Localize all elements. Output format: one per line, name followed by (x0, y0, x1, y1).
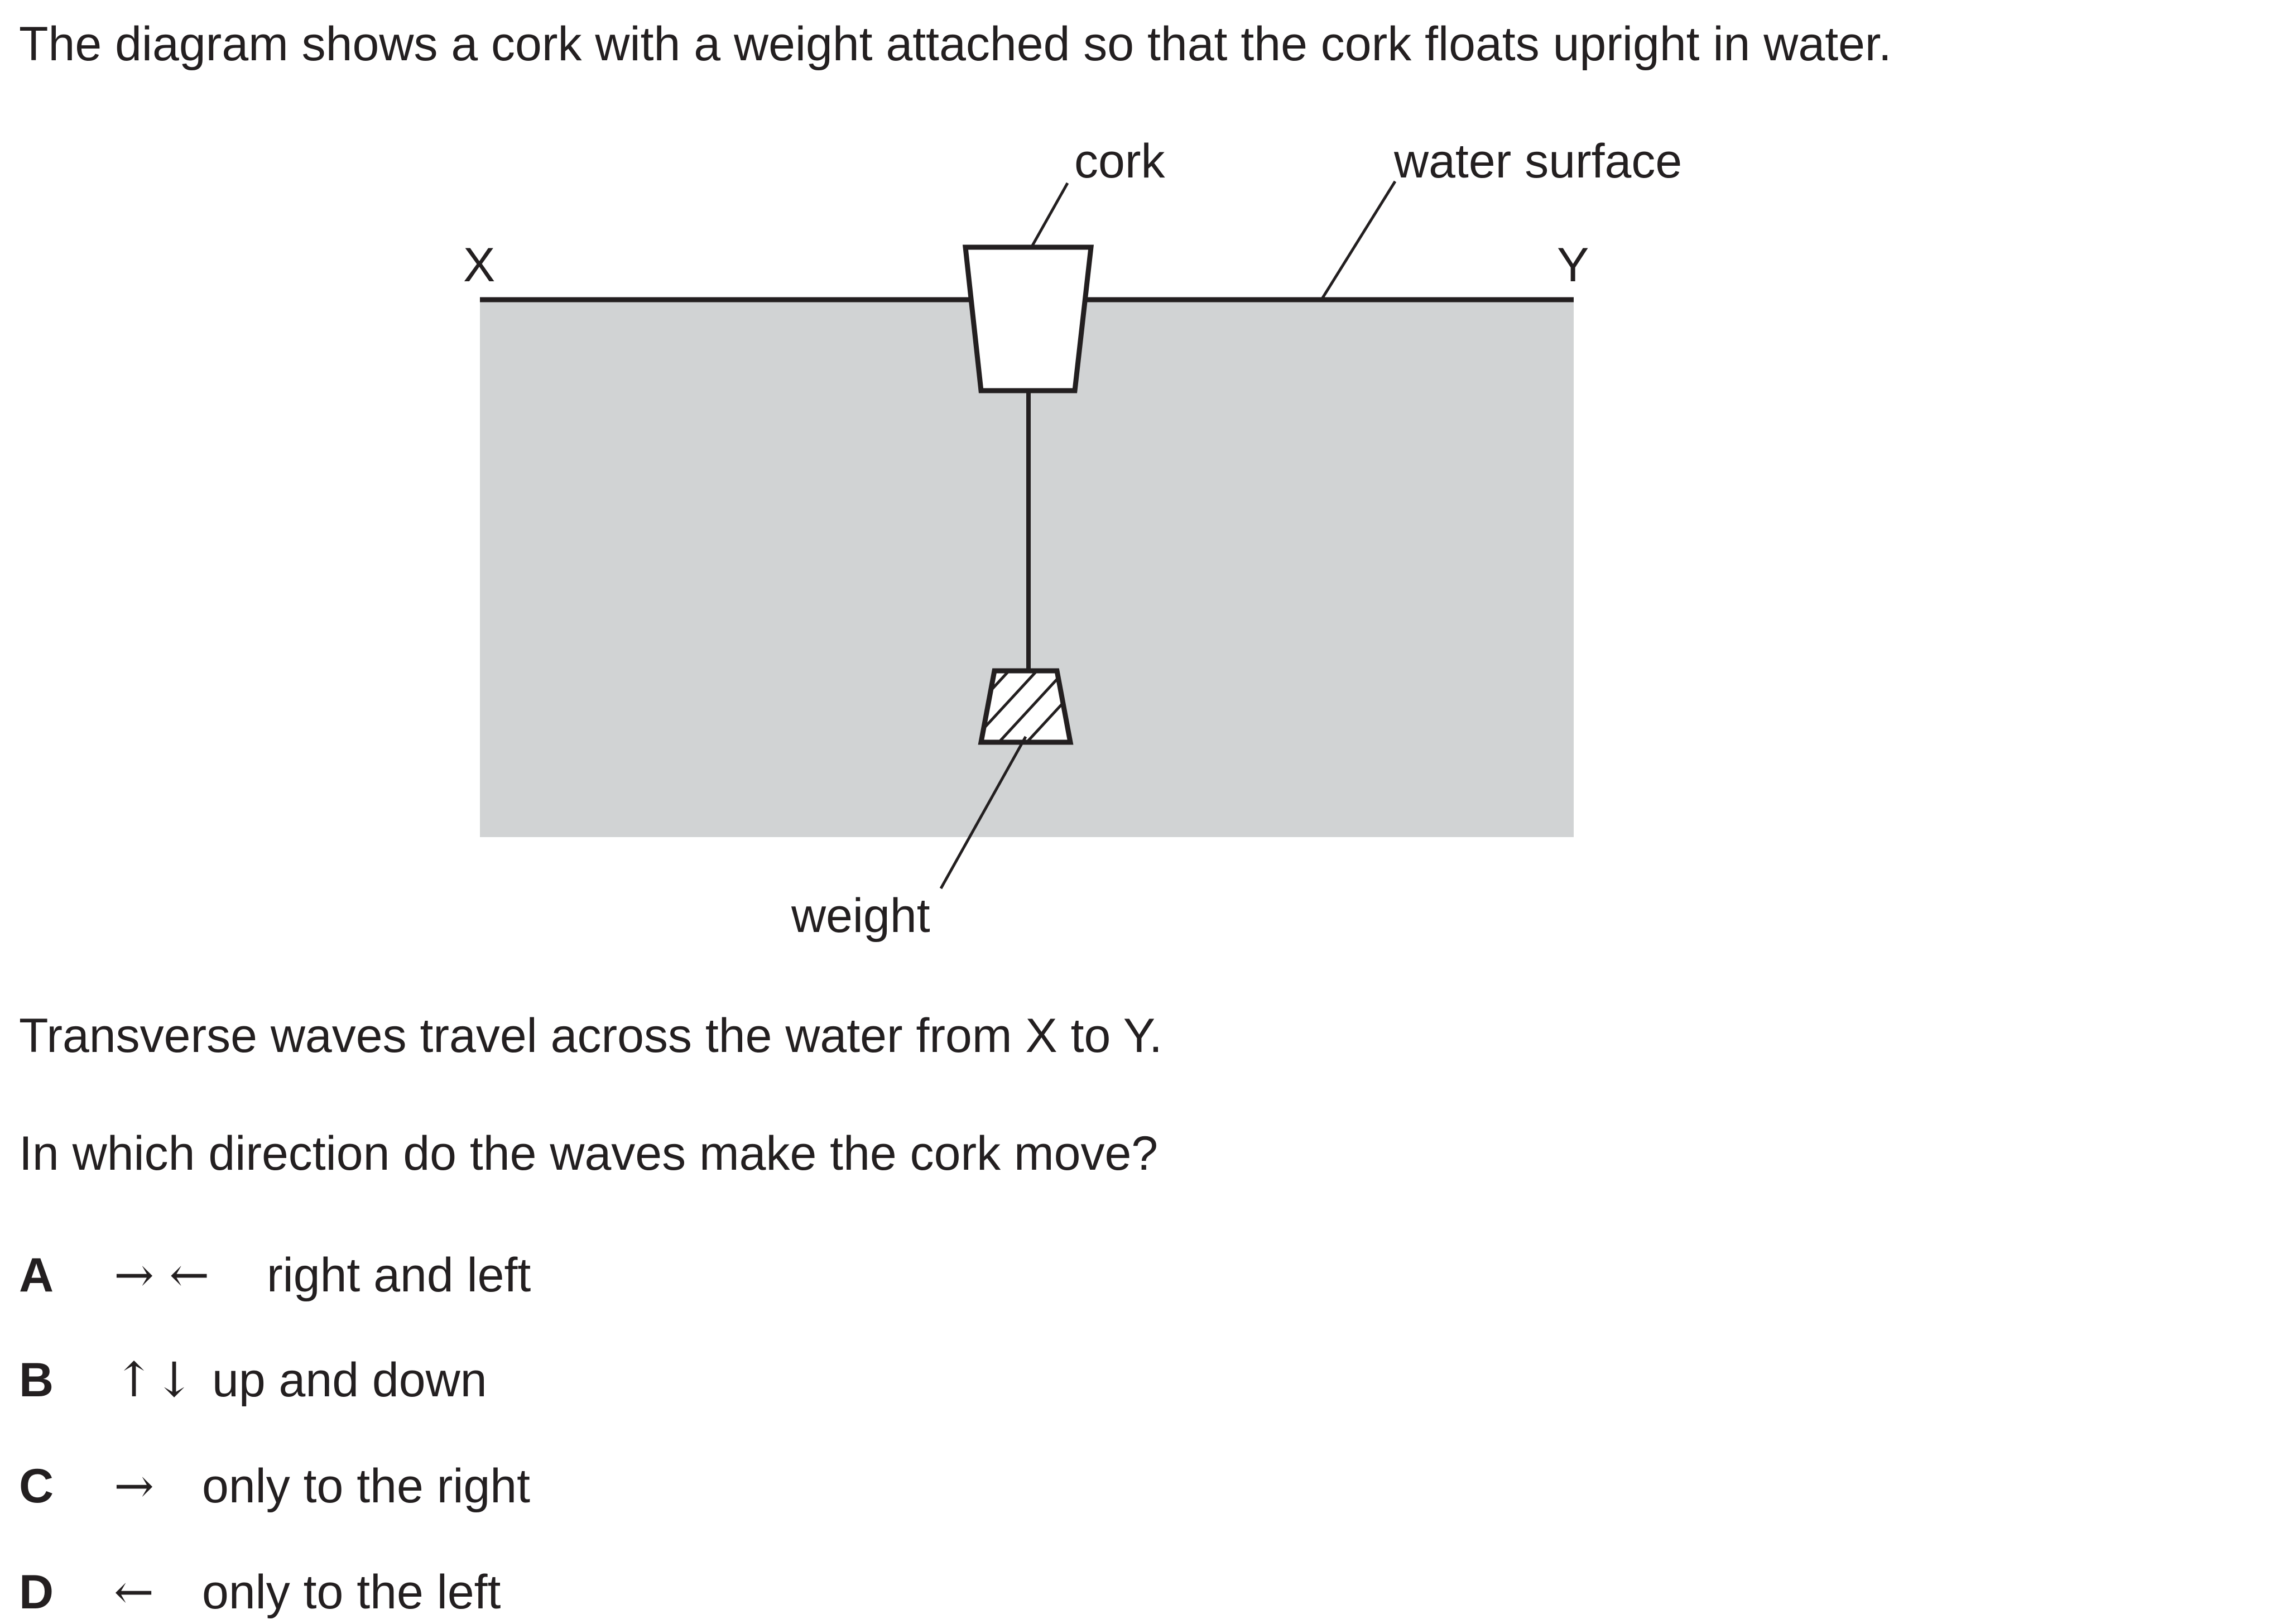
cork-leader-line (1032, 183, 1068, 246)
right-left-arrows-icon: → ← (114, 1247, 210, 1303)
cork-label: cork (1074, 134, 1165, 188)
option-letter: A (19, 1248, 54, 1302)
question-statement: Transverse waves travel across the water from X to Y. (19, 1009, 1162, 1063)
question-prompt: In which direction do the waves make the cork move? (19, 1127, 1159, 1180)
question-intro: The diagram shows a cork with a weight attached so that the cork floats upright in water. (19, 17, 1892, 71)
option-text: up and down (212, 1353, 487, 1407)
up-down-arrows-icon: ↑↓ (114, 1352, 195, 1408)
y-label: Y (1557, 238, 1589, 292)
option-letter: B (19, 1353, 54, 1407)
weight-label: weight (791, 889, 930, 943)
option-letter: C (19, 1459, 54, 1513)
option-text: right and left (267, 1248, 531, 1302)
left-arrow-icon: ← (114, 1564, 155, 1620)
cork (965, 247, 1091, 391)
water-surface-leader-line (1321, 181, 1395, 300)
right-arrow-icon: → (114, 1458, 155, 1514)
option-text: only to the right (202, 1459, 531, 1513)
option-letter: D (19, 1565, 54, 1619)
x-label: X (463, 238, 496, 292)
option-text: only to the left (202, 1565, 501, 1619)
water-surface-label: water surface (1394, 134, 1683, 188)
